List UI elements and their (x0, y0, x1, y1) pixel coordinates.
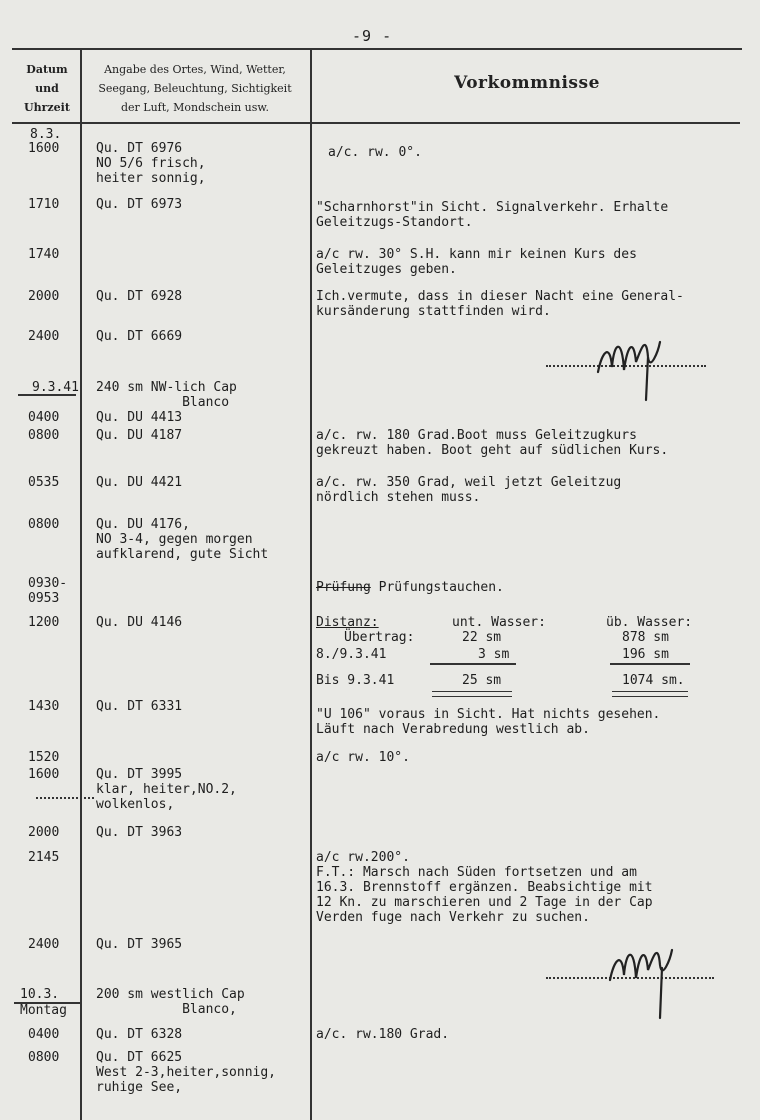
entry-location: Qu. DU 4176, NO 3-4, gegen morgen aufklarend, gute Sicht (96, 517, 269, 562)
entry-time: 2400 (28, 937, 60, 952)
entry-time: 1600 (28, 141, 60, 156)
entry-location: Qu. DU 4413 (96, 410, 183, 425)
entry-event: Ich.vermute, dass in dieser Nacht eine General- kursänderung stattfinden wird. (316, 289, 684, 319)
entry-event: a/c. rw. 180 Grad.Boot muss Geleitzugkurs gekreuzt haben. Boot geht auf südlichen Kurs. (316, 428, 669, 458)
header-rule (12, 122, 740, 124)
entry-event: a/c rw.200°. F.T.: Marsch nach Süden fortsetzen und am 16.3. Brennstoff ergänzen. Beabsichtige mit 12 Kn. zu marschieren und 2 Tage in der Cap Verden fuge nach Verkehr zu suchen. (316, 850, 653, 925)
entry-event (316, 580, 504, 595)
entry-event: a/c rw. 10°. (316, 750, 410, 765)
sum-underline (430, 663, 516, 665)
header-events-column: Vorkommnisse (454, 73, 600, 93)
entry-time: 1600 (28, 767, 60, 782)
entry-location: Qu. DT 6331 (96, 699, 183, 714)
distance-overwater-value: 878 sm (622, 630, 669, 645)
distance-row-label: Übertrag: (344, 630, 415, 645)
distance-underwater-value: 25 sm (462, 673, 502, 688)
distance-row-label: 8./9.3.41 (316, 647, 387, 662)
distance-overwater-header: üb. Wasser: (606, 615, 693, 630)
entry-time: 0930- 0953 (28, 576, 68, 606)
distance-underwater-value: 3 sm (478, 647, 510, 662)
top-rule (12, 48, 742, 50)
entry-event: a/c. rw. 350 Grad, weil jetzt Geleitzug nördlich stehen muss. (316, 475, 622, 505)
entry-time: 0535 (28, 475, 60, 490)
distance-row-label: Bis 9.3.41 (316, 673, 395, 688)
entry-location: Qu. DT 3965 (96, 937, 183, 952)
entry-event: a/c. rw. 0°. (328, 145, 422, 160)
entry-time: 1430 (28, 699, 60, 714)
entry-location: Qu. DT 6669 (96, 329, 183, 344)
entry-event: "Scharnhorst"in Sicht. Signalverkehr. Erhalte Geleitzugs-Standort. (316, 200, 669, 230)
header-location-line: Seegang, Beleuchtung, Sichtigkeit (98, 82, 292, 95)
entry-time: 1520 (28, 750, 60, 765)
column-divider-1 (80, 48, 82, 1120)
total-double-underline (432, 691, 512, 697)
entry-time: 0400 (28, 1027, 60, 1042)
entry-location: Qu. DU 4146 (96, 615, 183, 630)
entry-location: Qu. DT 6928 (96, 289, 183, 304)
entry-location: 200 sm westlich Cap Blanco, (96, 987, 245, 1017)
entry-location: Qu. DT 6973 (96, 197, 183, 212)
dotted-leader (36, 797, 94, 799)
entry-location: 240 sm NW-lich Cap Blanco (96, 380, 237, 410)
entry-time: 0800 (28, 1050, 60, 1065)
entry-location: Qu. DT 3995 klar, heiter,NO.2, wolkenlos, (96, 767, 237, 812)
entry-time: 1710 (28, 197, 60, 212)
struck-word: Prüfung (316, 580, 371, 595)
entry-date: 9.3.41 (32, 380, 79, 395)
entry-location: Qu. DT 6625 West 2-3,heiter,sonnig, ruhige See, (96, 1050, 277, 1095)
entry-location: Qu. DU 4421 (96, 475, 183, 490)
entry-event: "U 106" voraus in Sicht. Hat nichts gesehen. Läuft nach Verabredung westlich ab. (316, 707, 661, 737)
entry-time: 2000 (28, 289, 60, 304)
entry-date: 8.3. (30, 127, 62, 142)
total-double-underline (612, 691, 688, 697)
sum-underline (610, 663, 690, 665)
page-number: -9 - (352, 27, 393, 45)
entry-time: 0800 (28, 517, 60, 532)
event-text: Prüfungstauchen. (370, 580, 504, 595)
entry-time: 0800 (28, 428, 60, 443)
entry-location: Qu. DT 6328 (96, 1027, 183, 1042)
header-date-line: Datum (26, 63, 68, 76)
distance-label: Distanz: (316, 615, 379, 630)
entry-time: 0400 (28, 410, 60, 425)
header-date-line: und (35, 82, 59, 95)
distance-overwater-value: 196 sm (622, 647, 669, 662)
entry-time: 1200 (28, 615, 60, 630)
entry-time: 2400 (28, 329, 60, 344)
entry-time: 2000 (28, 825, 60, 840)
entry-location: Qu. DT 6976 NO 5/6 frisch, heiter sonnig, (96, 141, 206, 186)
distance-underwater-value: 22 sm (462, 630, 502, 645)
distance-underwater-header: unt. Wasser: (452, 615, 546, 630)
entry-location: Qu. DT 3963 (96, 825, 183, 840)
entry-weekday: Montag (20, 1003, 67, 1018)
header-location-line: der Luft, Mondschein usw. (120, 101, 270, 114)
column-divider-2 (310, 48, 312, 1120)
entry-event: a/c. rw.180 Grad. (316, 1027, 450, 1042)
header-date-column (14, 60, 80, 117)
entry-event: a/c rw. 30° S.H. kann mir keinen Kurs des Geleitzuges geben. (316, 247, 637, 277)
entry-date: 10.3. (20, 987, 60, 1002)
distance-overwater-value: 1074 sm. (622, 673, 685, 688)
signature-mark (600, 920, 690, 1020)
entry-time: 2145 (28, 850, 60, 865)
header-location-column (84, 60, 306, 117)
entry-location: Qu. DU 4187 (96, 428, 183, 443)
entry-time: 1740 (28, 247, 60, 262)
header-date-line: Uhrzeit (24, 101, 70, 114)
header-location-line: Angabe des Ortes, Wind, Wetter, (104, 63, 286, 76)
signature-mark (588, 312, 678, 402)
